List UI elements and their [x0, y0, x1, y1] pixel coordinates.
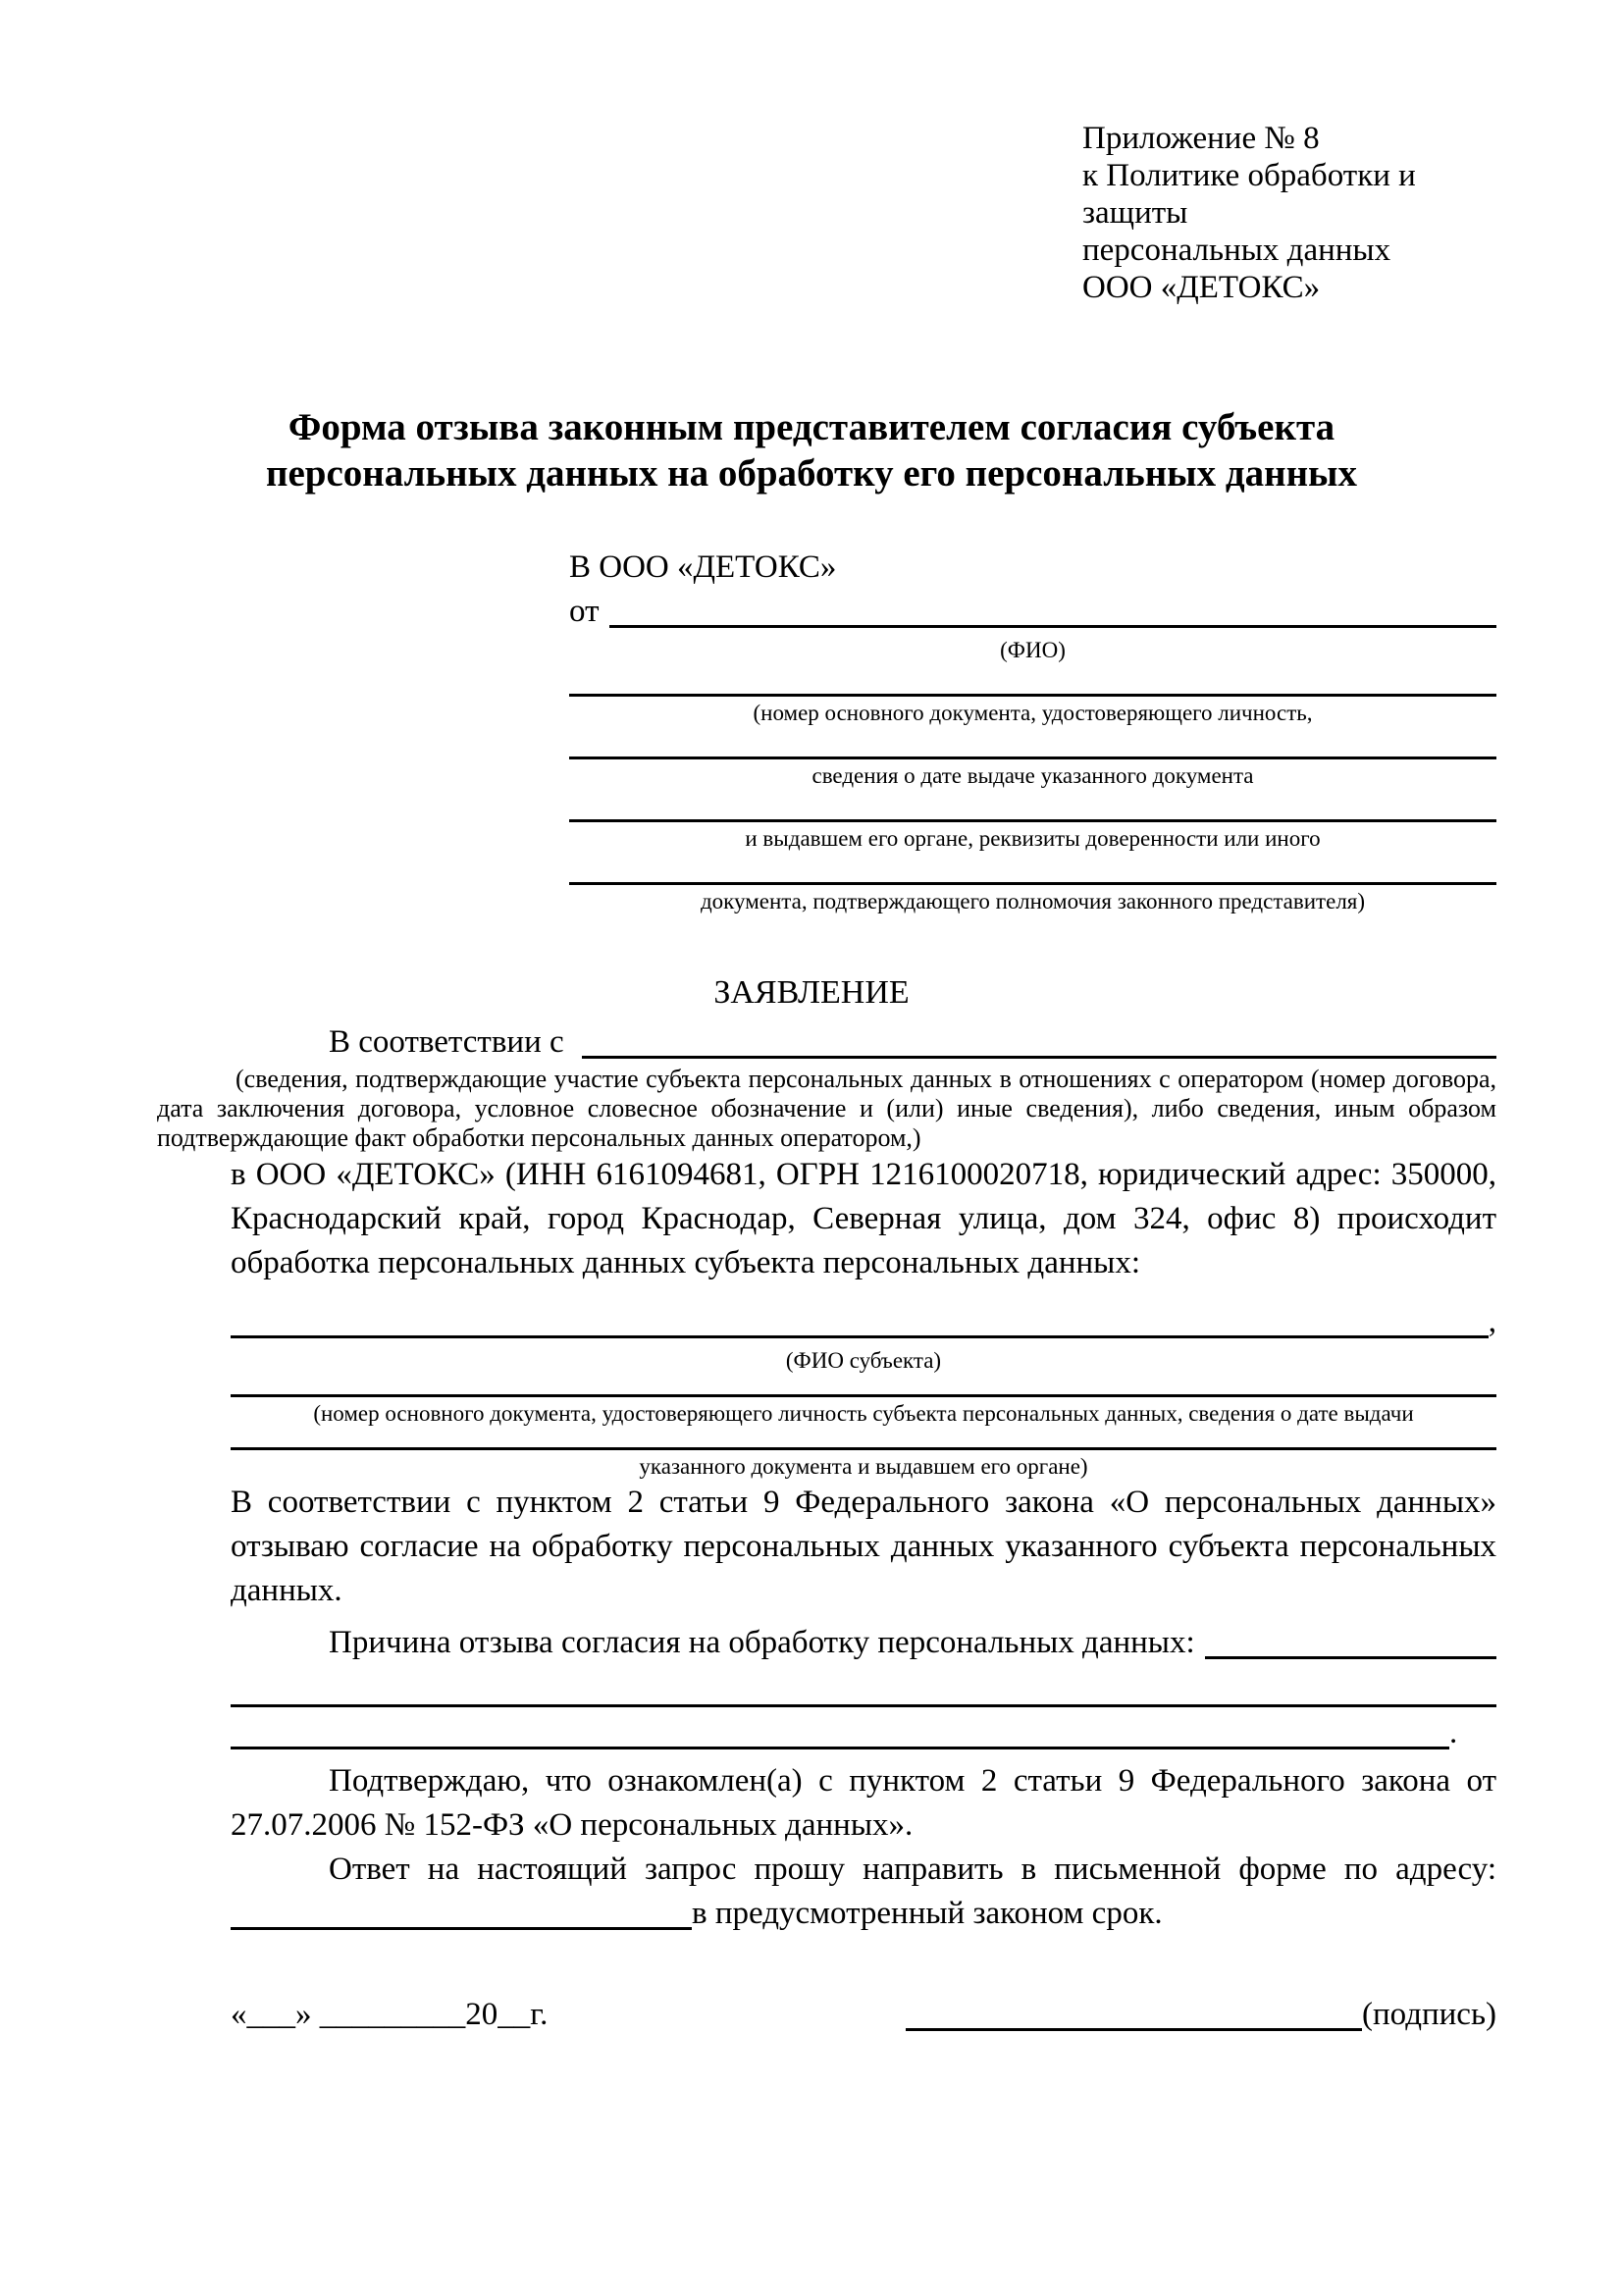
reason-blank-field-2 — [231, 1711, 1449, 1749]
subject-fio-caption: (ФИО субъекта) — [785, 1348, 942, 1373]
appendix-line: ООО «ДЕТОКС» — [1082, 270, 1321, 305]
reason-row — [231, 1621, 1496, 1665]
reason-period: . — [1449, 1715, 1458, 1750]
form-title-line-1: Форма отзыва законным представителем согласия субъекта — [288, 406, 1335, 448]
fio-caption: (ФИО) — [1000, 638, 1066, 662]
recipient-to: В ООО «ДЕТОКС» — [569, 549, 837, 585]
subject-doc-caption-2: указанного документа и выдавшем его органе) — [639, 1454, 1088, 1479]
representative-doc-blank-field-4 — [569, 882, 1496, 885]
response-suffix: в предусмотренный законом срок. — [692, 1896, 1163, 1931]
accordance-prefix: В соответствии с — [329, 1024, 572, 1060]
withdrawal-paragraph: В соответствии с пунктом 2 статьи 9 Федерального закона «О персональных данных» отзываю согласие на обработку персональных данных указанного субъекта персональных данных. — [231, 1485, 1496, 1608]
from-row — [569, 590, 1496, 634]
subject-fio-row — [231, 1300, 1496, 1344]
confirmation-paragraph: Подтверждаю, что ознакомлен(а) с пунктом 2 статьи 9 Федерального закона от 27.07.2006 № 152-ФЗ «О персональных данных». — [231, 1763, 1496, 1843]
reason-blank-field-short — [1205, 1621, 1496, 1659]
representative-doc-blank-field-2 — [569, 757, 1496, 759]
footer-row — [231, 1993, 1496, 2037]
accordance-row — [231, 1020, 1496, 1065]
subject-fio-comma: , — [1488, 1304, 1496, 1339]
subject-doc-blank-field-2 — [231, 1447, 1496, 1450]
response-address-row — [231, 1892, 1496, 1936]
appendix-block — [1082, 120, 1496, 306]
response-address-text: Ответ на настоящий запрос прошу направить в письменной форме по адресу: — [329, 1852, 1496, 1887]
representative-doc-blank-field-1 — [569, 694, 1496, 697]
form-title — [0, 404, 1623, 496]
response-address-blank-field — [231, 1892, 692, 1930]
representative-doc-blank-field-3 — [569, 819, 1496, 822]
from-label: от — [569, 594, 600, 629]
reason-blank-row-2 — [231, 1711, 1496, 1755]
operator-paragraph: в ООО «ДЕТОКС» (ИНН 6161094681, ОГРН 1216100020718, юридический адрес: 350000, Краснодарский край, город Краснодар, Северная улица, дом 324, офис 8) происходит обработка персональных данных субъекта персональных данных: — [231, 1157, 1496, 1280]
subject-doc-blank-field-1 — [231, 1394, 1496, 1397]
representative-doc-caption-1: (номер основного документа, удостоверяющего личность, — [753, 701, 1313, 725]
signature-blank-field — [906, 1993, 1362, 2031]
form-title-line-2: персональных данных на обработку его персональных данных — [265, 452, 1358, 495]
reason-blank-field-1 — [231, 1704, 1496, 1707]
representative-doc-caption-2: сведения о дате выдаче указанного документа — [812, 763, 1254, 788]
subject-fio-blank-field — [231, 1300, 1489, 1338]
appendix-line: Приложение № 8 — [1082, 121, 1320, 156]
reason-label: Причина отзыва согласия на обработку персональных данных: — [329, 1625, 1195, 1660]
date-field: «___» _________20__г. — [231, 1997, 549, 2032]
subject-doc-caption-1: (номер основного документа, удостоверяющего личность субъекта персональных данных, сведения о дате выдачи — [313, 1401, 1414, 1426]
representative-doc-caption-4: документа, подтверждающего полномочия законного представителя) — [700, 889, 1366, 913]
relationship-note: (сведения, подтверждающие участие субъекта персональных данных в отношениях с оператором (номер договора, дата заключения договора, условное словесное обозначение и (или) иные сведения), либо сведения, иным образом подтверждающие факт обработки персональных данных оператором,) — [157, 1065, 1496, 1152]
accordance-blank-field — [582, 1020, 1496, 1059]
from-blank-field — [609, 590, 1497, 628]
appendix-line: персональных данных — [1082, 233, 1391, 268]
statement-heading: ЗАЯВЛЕНИЕ — [713, 974, 910, 1011]
recipient-block — [569, 546, 1496, 915]
appendix-line: к Политике обработки и защиты — [1082, 158, 1416, 231]
signature-caption: (подпись) — [1362, 1997, 1496, 2032]
representative-doc-caption-3: и выдавшем его органе, реквизиты доверенности или иного — [745, 826, 1321, 851]
